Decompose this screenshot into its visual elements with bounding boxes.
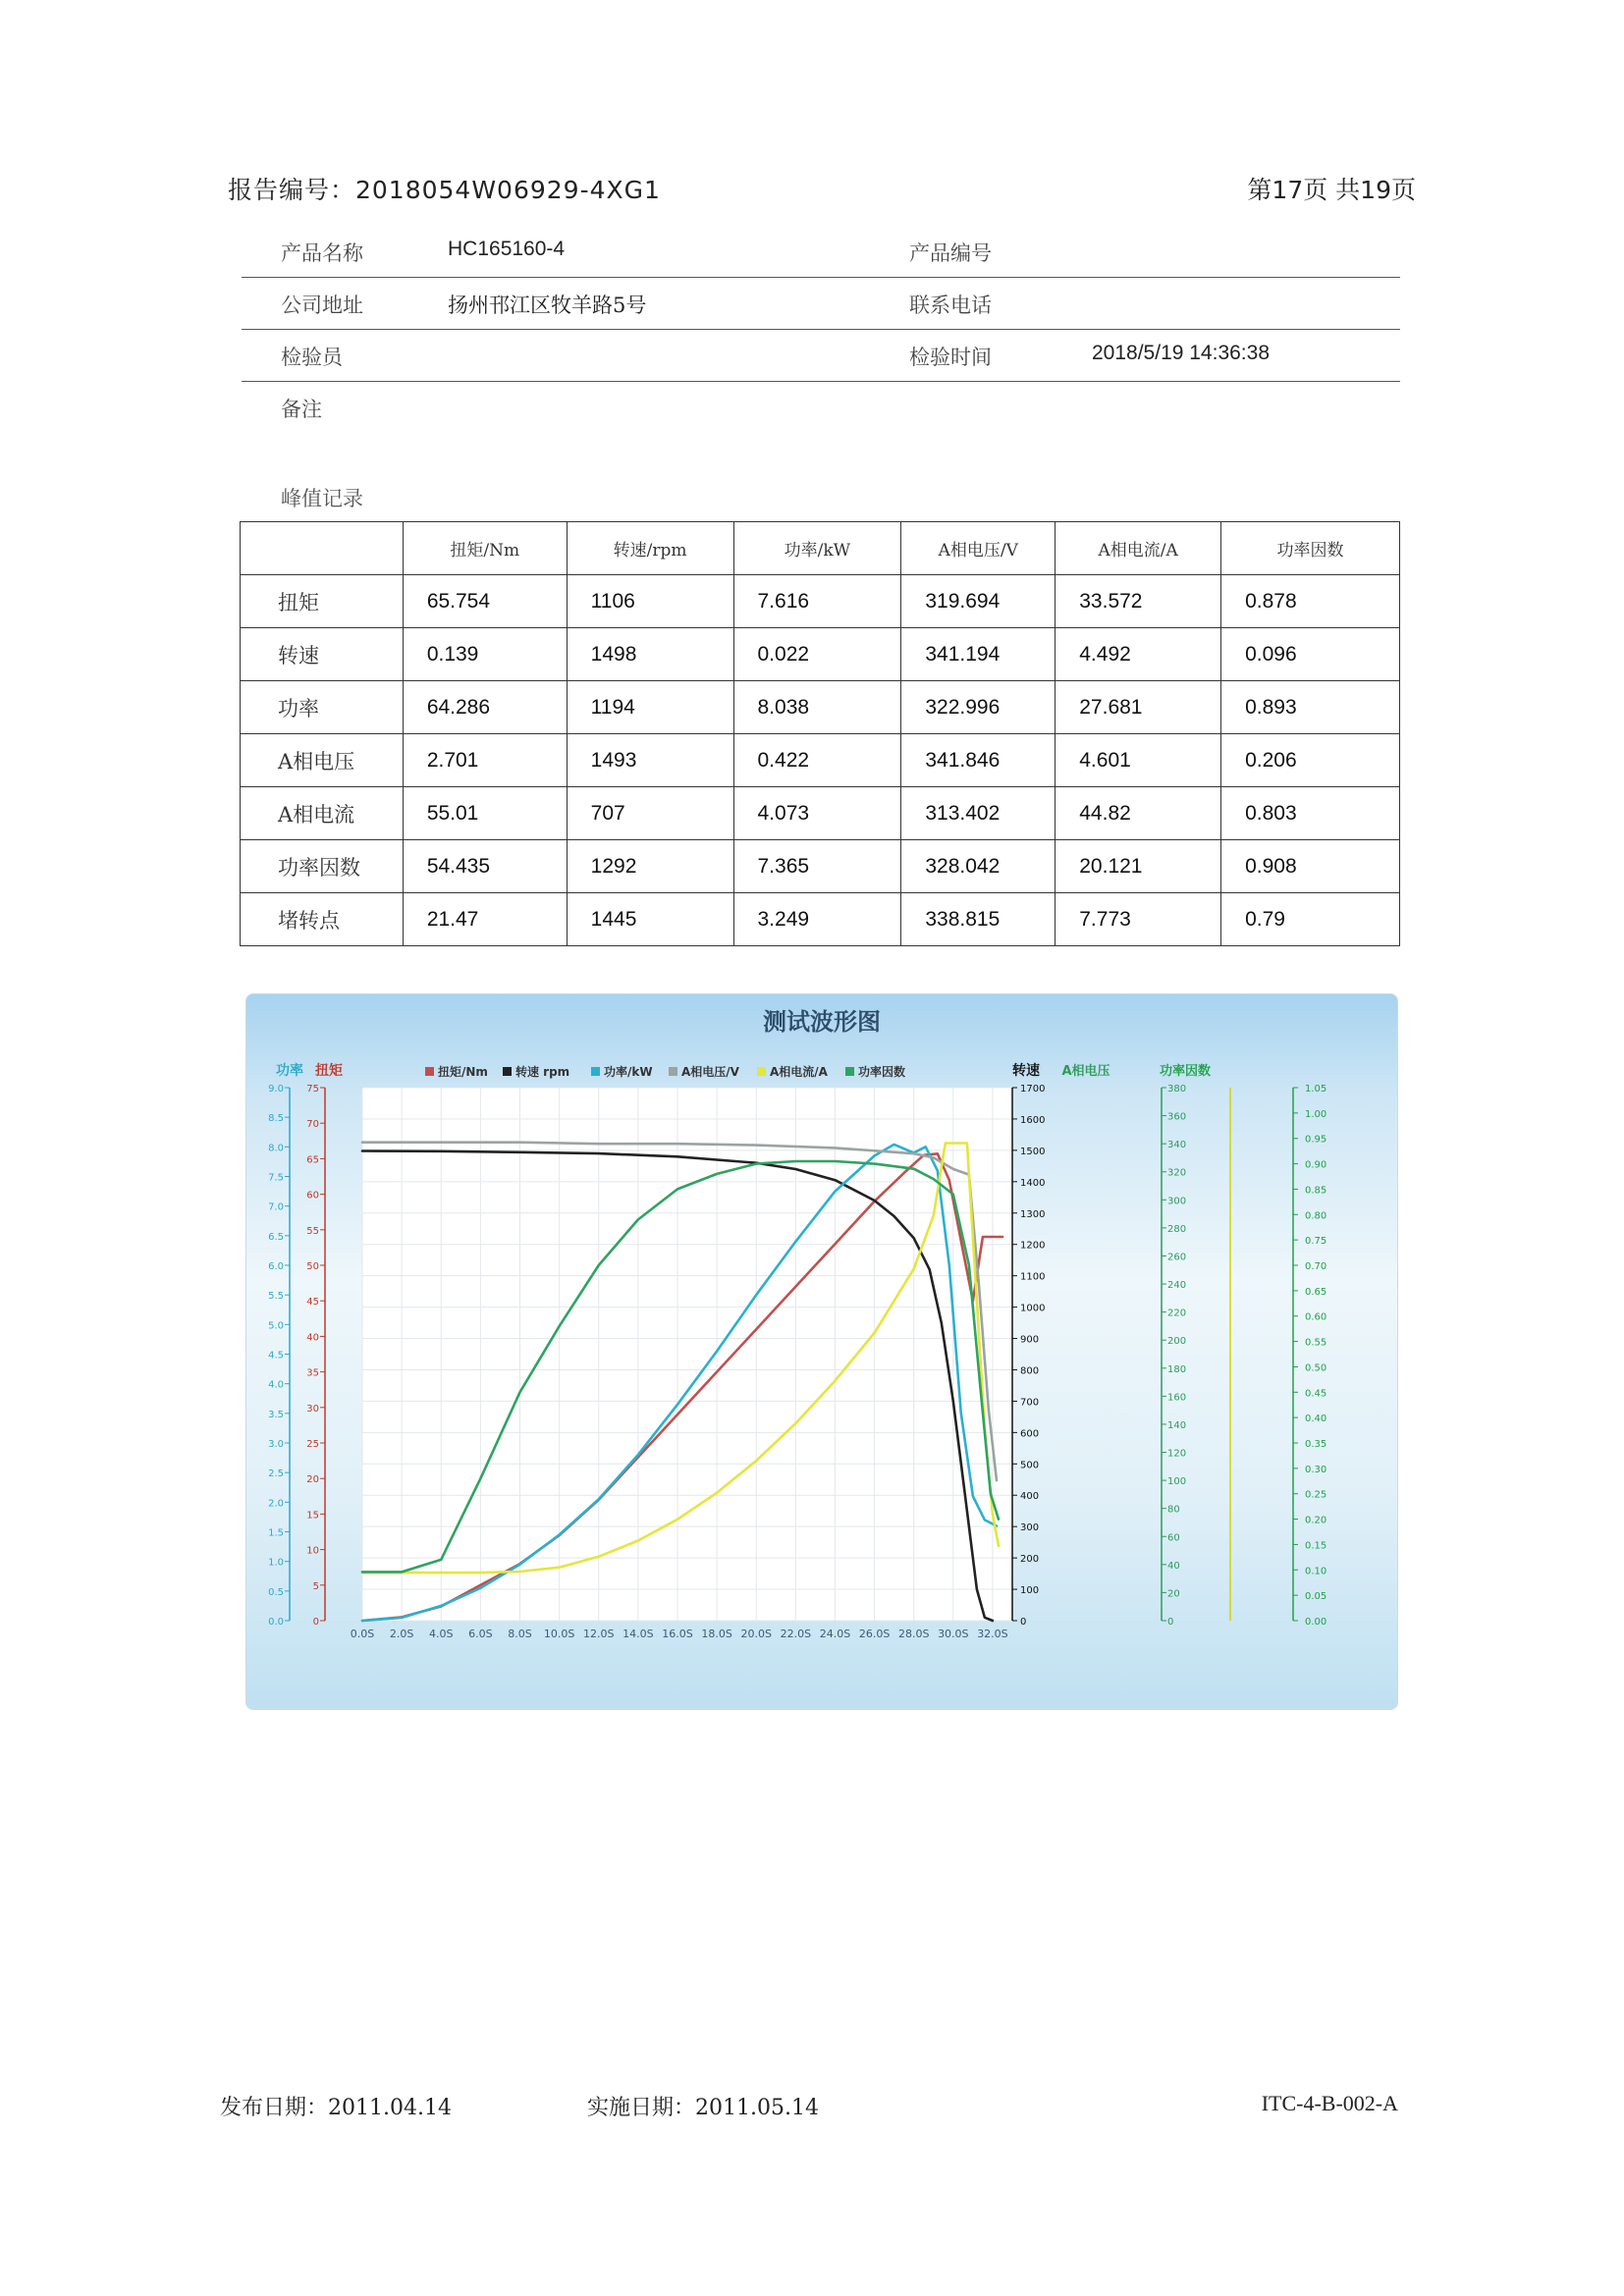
pf-tick-label: 1.05 <box>1305 1084 1327 1095</box>
table-cell: 0.893 <box>1221 681 1400 734</box>
voltage-axis-title: A相电压 <box>1061 1064 1110 1079</box>
x-tick-label: 24.0S <box>819 1628 851 1640</box>
power-tick-label: 4.0 <box>268 1379 284 1391</box>
chart-title: 测试波形图 <box>763 1008 881 1036</box>
table-row <box>241 787 1400 840</box>
table-cell: 33.572 <box>1056 575 1221 628</box>
speed-tick-label: 0 <box>1020 1617 1027 1628</box>
power-tick-label: 9.0 <box>268 1084 284 1095</box>
row-label: 功率 <box>241 681 404 734</box>
row-label: A相电流 <box>241 787 404 840</box>
table-cell: 7.616 <box>733 575 901 628</box>
pf-tick-label: 0.50 <box>1305 1362 1327 1374</box>
table-row <box>241 734 1400 787</box>
speed-tick-label: 700 <box>1020 1397 1040 1409</box>
legend-label: 功率/kW <box>604 1065 653 1079</box>
speed-tick-label: 600 <box>1020 1428 1040 1440</box>
legend-swatch <box>503 1067 512 1076</box>
speed-tick-label: 400 <box>1020 1491 1040 1503</box>
table-cell: 54.435 <box>403 840 567 893</box>
x-tick-label: 6.0S <box>468 1628 493 1640</box>
peak-header-cell: 转速/rpm <box>567 522 733 575</box>
voltage-tick-label: 140 <box>1167 1419 1187 1431</box>
row-label: 功率因数 <box>241 840 404 893</box>
torque-tick-label: 60 <box>306 1190 319 1201</box>
document-code: ITC-4-B-002-A <box>1261 2091 1398 2115</box>
voltage-tick-label: 240 <box>1167 1280 1187 1292</box>
address-value: 扬州邗江区牧羊路5号 <box>448 294 647 317</box>
table-cell: 341.194 <box>901 628 1056 681</box>
table-cell: 1493 <box>567 734 733 787</box>
pf-tick-label: 0.85 <box>1305 1185 1327 1197</box>
x-tick-label: 10.0S <box>543 1628 575 1640</box>
table-cell: 0.878 <box>1221 575 1400 628</box>
table-cell: 7.365 <box>733 840 901 893</box>
legend-swatch <box>591 1067 600 1076</box>
x-tick-label: 26.0S <box>858 1628 891 1640</box>
pf-tick-label: 0.55 <box>1305 1337 1327 1349</box>
torque-tick-label: 25 <box>306 1439 319 1450</box>
table-cell: 1498 <box>567 628 733 681</box>
x-tick-label: 22.0S <box>780 1628 812 1640</box>
legend-label: 转速 rpm <box>515 1065 570 1079</box>
torque-tick-label: 30 <box>306 1403 319 1415</box>
table-row <box>241 681 1400 734</box>
pf-tick-label: 0.60 <box>1305 1311 1327 1323</box>
speed-tick-label: 900 <box>1020 1334 1040 1346</box>
address-label: 公司地址 <box>281 294 363 317</box>
table-cell: 4.492 <box>1056 628 1221 681</box>
peak-header-cell: 功率因数 <box>1221 522 1400 575</box>
pf-tick-label: 0.00 <box>1305 1617 1327 1628</box>
torque-tick-label: 35 <box>306 1367 319 1379</box>
torque-tick-label: 75 <box>306 1084 319 1095</box>
torque-tick-label: 20 <box>306 1474 319 1486</box>
power-tick-label: 3.5 <box>268 1409 284 1420</box>
table-row <box>241 575 1400 628</box>
voltage-tick-label: 300 <box>1167 1196 1187 1207</box>
table-cell: 65.754 <box>403 575 567 628</box>
speed-tick-label: 200 <box>1020 1554 1040 1566</box>
table-cell: 0.139 <box>403 628 567 681</box>
product-no-label: 产品编号 <box>909 241 992 265</box>
power-tick-label: 2.0 <box>268 1498 284 1510</box>
torque-tick-label: 15 <box>306 1510 319 1522</box>
voltage-tick-label: 80 <box>1167 1504 1180 1516</box>
voltage-tick-label: 260 <box>1167 1252 1187 1263</box>
remarks-label: 备注 <box>281 398 322 421</box>
pf-tick-label: 0.05 <box>1305 1591 1327 1603</box>
x-tick-label: 20.0S <box>740 1628 772 1640</box>
product-name-value: HC165160-4 <box>448 238 566 260</box>
legend-label: A相电压/V <box>681 1065 739 1079</box>
table-cell: 3.249 <box>733 893 901 946</box>
pf-tick-label: 0.25 <box>1305 1489 1327 1501</box>
legend-label: 扭矩/Nm <box>438 1065 488 1079</box>
power-tick-label: 4.5 <box>268 1350 284 1362</box>
speed-tick-label: 1600 <box>1020 1114 1046 1126</box>
power-tick-label: 5.5 <box>268 1291 284 1303</box>
pf-axis-title: 功率因数 <box>1159 1064 1212 1079</box>
voltage-tick-label: 200 <box>1167 1336 1187 1348</box>
table-cell: 0.803 <box>1221 787 1400 840</box>
voltage-tick-label: 320 <box>1167 1167 1187 1179</box>
voltage-tick-label: 40 <box>1167 1560 1180 1572</box>
pf-tick-label: 0.40 <box>1305 1414 1327 1425</box>
voltage-tick-label: 180 <box>1167 1363 1187 1375</box>
x-tick-label: 2.0S <box>389 1628 414 1640</box>
legend-label: 功率因数 <box>858 1065 906 1079</box>
torque-tick-label: 5 <box>312 1580 319 1592</box>
torque-tick-label: 40 <box>306 1332 319 1344</box>
table-cell: 1445 <box>567 893 733 946</box>
table-cell: 55.01 <box>403 787 567 840</box>
voltage-tick-label: 220 <box>1167 1308 1187 1319</box>
power-tick-label: 1.5 <box>268 1527 284 1539</box>
speed-tick-label: 1000 <box>1020 1303 1046 1314</box>
legend-swatch <box>845 1067 854 1076</box>
speed-tick-label: 1300 <box>1020 1208 1046 1220</box>
power-tick-label: 1.0 <box>268 1557 284 1569</box>
table-cell: 328.042 <box>901 840 1056 893</box>
table-cell: 0.422 <box>733 734 901 787</box>
power-tick-label: 0.5 <box>268 1586 284 1598</box>
voltage-tick-label: 360 <box>1167 1111 1187 1123</box>
peak-header-cell: A相电流/A <box>1056 522 1221 575</box>
speed-tick-label: 1500 <box>1020 1146 1046 1157</box>
product-name-label: 产品名称 <box>281 241 363 265</box>
pf-tick-label: 0.35 <box>1305 1439 1327 1450</box>
legend-label: A相电流/A <box>770 1065 828 1079</box>
voltage-tick-label: 340 <box>1167 1140 1187 1151</box>
table-cell: 319.694 <box>901 575 1056 628</box>
torque-axis-title: 扭矩 <box>315 1063 343 1079</box>
x-tick-label: 30.0S <box>938 1628 969 1640</box>
pf-tick-label: 0.20 <box>1305 1515 1327 1526</box>
peak-header-row <box>241 522 1400 575</box>
table-cell: 20.121 <box>1056 840 1221 893</box>
power-tick-label: 0.0 <box>268 1617 284 1628</box>
speed-tick-label: 1200 <box>1020 1240 1046 1252</box>
info-row-remarks <box>242 382 1400 433</box>
table-cell: 0.908 <box>1221 840 1400 893</box>
pf-tick-label: 0.80 <box>1305 1210 1327 1222</box>
voltage-tick-label: 0 <box>1167 1617 1174 1628</box>
peak-header-cell: 扭矩/Nm <box>403 522 567 575</box>
speed-tick-label: 500 <box>1020 1460 1040 1471</box>
row-label: A相电压 <box>241 734 404 787</box>
legend-swatch <box>757 1067 766 1076</box>
table-cell: 4.601 <box>1056 734 1221 787</box>
power-tick-label: 7.0 <box>268 1201 284 1213</box>
table-cell: 707 <box>567 787 733 840</box>
x-tick-label: 14.0S <box>623 1628 654 1640</box>
test-waveform-chart-panel <box>245 993 1398 1710</box>
speed-axis-title: 转速 <box>1012 1063 1040 1079</box>
table-cell: 0.022 <box>733 628 901 681</box>
pf-tick-label: 1.00 <box>1305 1108 1327 1120</box>
peak-record-table <box>240 521 1400 946</box>
peak-header-cell: 功率/kW <box>733 522 901 575</box>
voltage-tick-label: 120 <box>1167 1448 1187 1460</box>
table-cell: 0.206 <box>1221 734 1400 787</box>
info-row-inspector <box>242 330 1400 382</box>
pf-tick-label: 0.95 <box>1305 1134 1327 1146</box>
peak-header-cell: A相电压/V <box>901 522 1056 575</box>
power-tick-label: 6.5 <box>268 1231 284 1243</box>
table-cell: 338.815 <box>901 893 1056 946</box>
table-cell: 1194 <box>567 681 733 734</box>
table-cell: 0.096 <box>1221 628 1400 681</box>
pf-tick-label: 0.65 <box>1305 1286 1327 1298</box>
torque-tick-label: 45 <box>306 1297 319 1308</box>
torque-tick-label: 65 <box>306 1154 319 1166</box>
speed-tick-label: 1700 <box>1020 1084 1046 1095</box>
plot-area <box>362 1088 1012 1621</box>
report-number: 报告编号：2018054W06929-4XG1 <box>228 176 661 204</box>
speed-tick-label: 100 <box>1020 1585 1040 1597</box>
table-cell: 8.038 <box>733 681 901 734</box>
voltage-tick-label: 160 <box>1167 1392 1187 1404</box>
power-tick-label: 2.5 <box>268 1468 284 1480</box>
table-row <box>241 893 1400 946</box>
pf-tick-label: 0.15 <box>1305 1540 1327 1552</box>
table-cell: 21.47 <box>403 893 567 946</box>
torque-tick-label: 10 <box>306 1545 319 1557</box>
voltage-tick-label: 60 <box>1167 1532 1180 1544</box>
x-tick-label: 16.0S <box>662 1628 693 1640</box>
power-tick-label: 8.5 <box>268 1113 284 1125</box>
issue-date: 发布日期：2011.04.14 <box>220 2096 452 2120</box>
table-cell: 44.82 <box>1056 787 1221 840</box>
pf-tick-label: 0.70 <box>1305 1261 1327 1272</box>
table-cell: 7.773 <box>1056 893 1221 946</box>
inspection-time-label: 检验时间 <box>909 346 992 369</box>
pf-tick-label: 0.10 <box>1305 1566 1327 1577</box>
implementation-date: 实施日期：2011.05.14 <box>587 2096 819 2120</box>
row-label: 堵转点 <box>241 893 404 946</box>
table-cell: 1292 <box>567 840 733 893</box>
table-cell: 27.681 <box>1056 681 1221 734</box>
pf-tick-label: 0.90 <box>1305 1159 1327 1171</box>
info-row-address <box>242 278 1400 330</box>
torque-tick-label: 55 <box>306 1225 319 1237</box>
peak-record-title: 峰值记录 <box>281 487 363 510</box>
power-axis-title: 功率 <box>276 1063 303 1079</box>
speed-tick-label: 1400 <box>1020 1177 1046 1189</box>
voltage-tick-label: 280 <box>1167 1223 1187 1235</box>
x-tick-label: 18.0S <box>701 1628 732 1640</box>
pf-tick-label: 0.45 <box>1305 1388 1327 1400</box>
table-cell: 0.79 <box>1221 893 1400 946</box>
test-waveform-chart <box>246 994 1397 1709</box>
pf-tick-label: 0.75 <box>1305 1236 1327 1248</box>
inspector-label: 检验员 <box>281 346 343 369</box>
table-cell: 2.701 <box>403 734 567 787</box>
power-tick-label: 7.5 <box>268 1172 284 1184</box>
page-indicator: 第17页 共19页 <box>1247 176 1416 204</box>
speed-tick-label: 300 <box>1020 1522 1040 1534</box>
x-tick-label: 12.0S <box>582 1628 615 1640</box>
x-tick-label: 0.0S <box>350 1628 375 1640</box>
x-tick-label: 4.0S <box>429 1628 454 1640</box>
torque-tick-label: 50 <box>306 1261 319 1272</box>
voltage-tick-label: 380 <box>1167 1084 1187 1095</box>
x-tick-label: 8.0S <box>508 1628 532 1640</box>
row-label: 转速 <box>241 628 404 681</box>
legend-swatch <box>669 1067 677 1076</box>
table-cell: 341.846 <box>901 734 1056 787</box>
legend-swatch <box>425 1067 434 1076</box>
power-tick-label: 8.0 <box>268 1143 284 1154</box>
table-cell: 64.286 <box>403 681 567 734</box>
table-row <box>241 840 1400 893</box>
product-info-table <box>242 226 1400 433</box>
torque-tick-label: 0 <box>312 1617 319 1628</box>
table-row <box>241 628 1400 681</box>
inspection-time-value: 2018/5/19 14:36:38 <box>1092 342 1271 364</box>
voltage-tick-label: 20 <box>1167 1588 1180 1600</box>
row-label: 扭矩 <box>241 575 404 628</box>
table-cell: 322.996 <box>901 681 1056 734</box>
power-tick-label: 3.0 <box>268 1439 284 1450</box>
power-tick-label: 5.0 <box>268 1320 284 1332</box>
table-cell: 1106 <box>567 575 733 628</box>
x-tick-label: 28.0S <box>897 1628 930 1640</box>
table-cell: 313.402 <box>901 787 1056 840</box>
x-tick-label: 32.0S <box>977 1628 1008 1640</box>
torque-tick-label: 70 <box>306 1119 319 1131</box>
peak-header-cell <box>241 522 404 575</box>
phone-label: 联系电话 <box>909 294 992 317</box>
info-row-product <box>242 226 1400 278</box>
speed-tick-label: 1100 <box>1020 1271 1046 1283</box>
pf-tick-label: 0.30 <box>1305 1464 1327 1475</box>
voltage-tick-label: 100 <box>1167 1476 1187 1488</box>
power-tick-label: 6.0 <box>268 1261 284 1272</box>
table-cell: 4.073 <box>733 787 901 840</box>
speed-tick-label: 800 <box>1020 1365 1040 1377</box>
